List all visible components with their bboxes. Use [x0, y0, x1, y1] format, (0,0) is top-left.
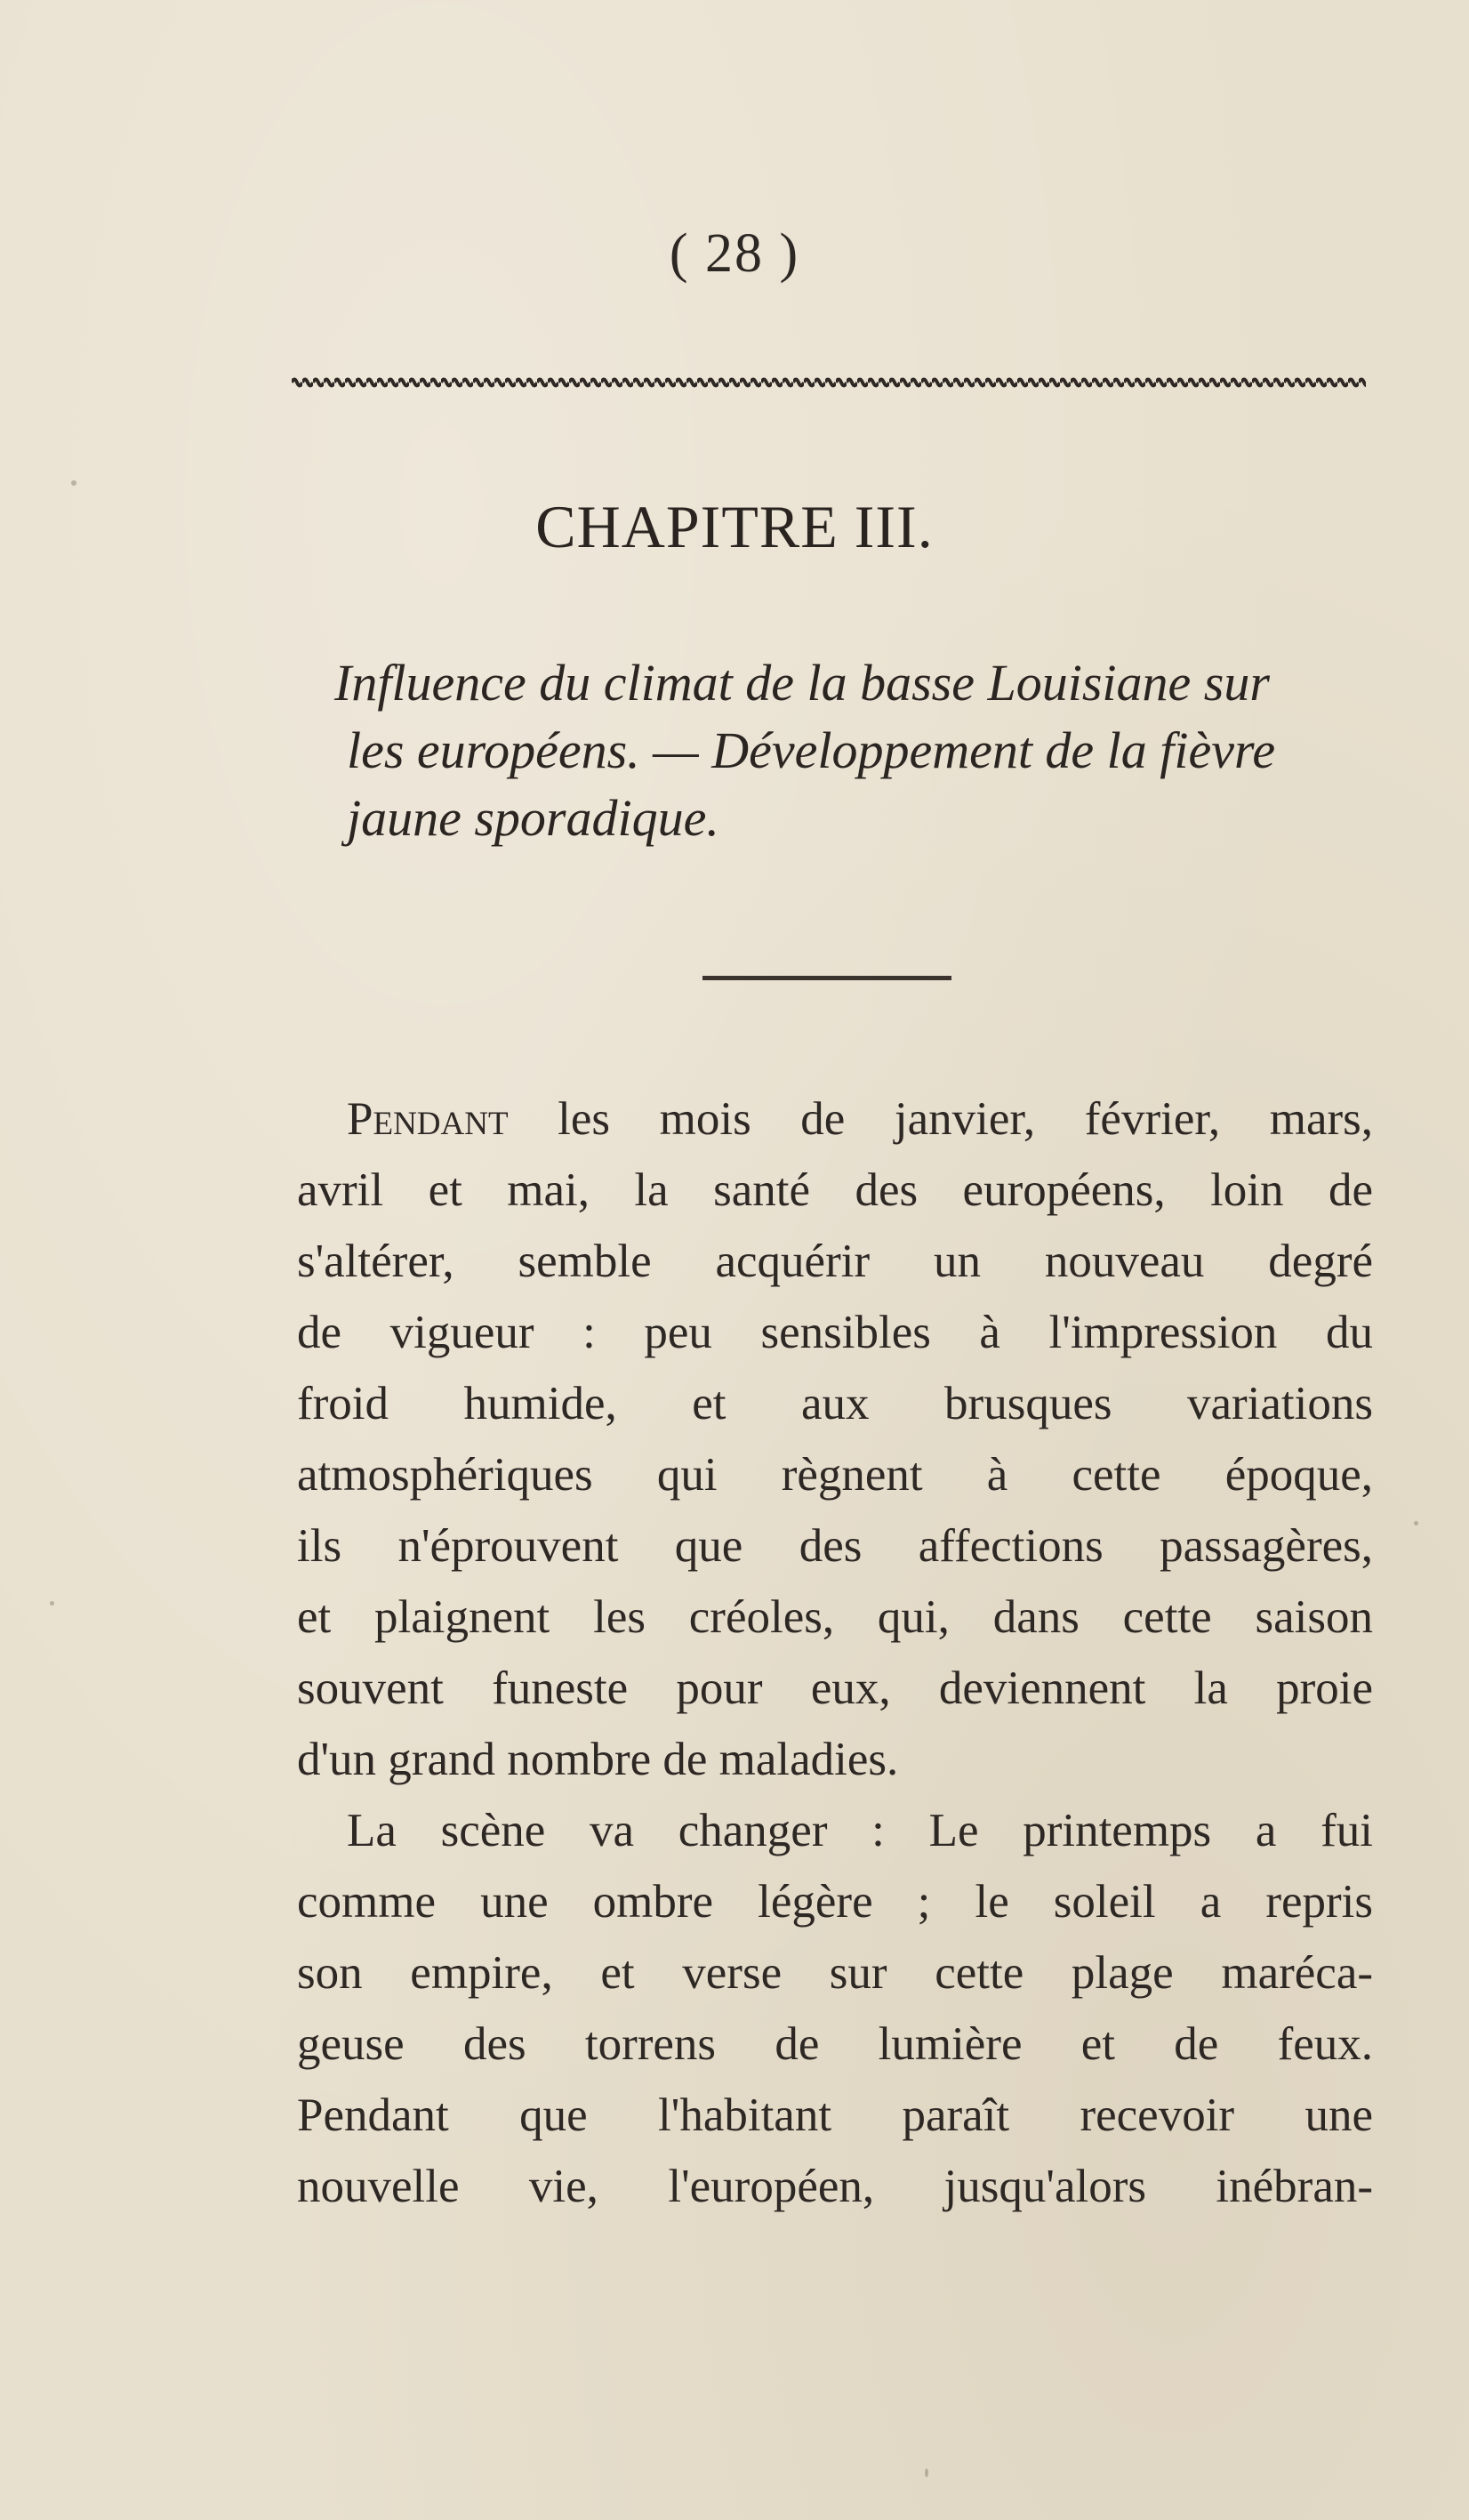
page-number: ( 28 )	[669, 223, 800, 284]
paper-speck	[50, 1601, 54, 1606]
paper-speck	[71, 480, 76, 486]
ornamental-rule	[292, 369, 1366, 396]
paragraph-line: ils n'éprouvent que des affections passagères,	[297, 1520, 1373, 1572]
paragraph-line: avril et mai, la santé des européens, loin de	[297, 1164, 1373, 1216]
paragraph-line: nouvelle vie, l'européen, jusqu'alors inébran-	[297, 2161, 1373, 2212]
paragraph-line: souvent funeste pour eux, deviennent la proie	[297, 1663, 1373, 1714]
section-divider	[702, 976, 951, 980]
paragraph-line: La scène va changer : Le printemps a fui	[347, 1805, 1373, 1856]
chapter-summary	[334, 649, 1375, 852]
paragraph-line: son empire, et verse sur cette plage maréca-	[297, 1947, 1373, 1999]
paragraph-line	[297, 1083, 1373, 1155]
summary-line: les européens. — Développement de la fièvre	[347, 721, 1276, 779]
paragraph-line: atmosphériques qui règnent à cette époque,	[297, 1449, 1373, 1501]
paragraph-line: Pendant que l'habitant paraît recevoir une	[297, 2089, 1373, 2141]
paragraph-line: et plaignent les créoles, qui, dans cette saison	[297, 1591, 1373, 1643]
dropcap-word: Pendant	[347, 1093, 509, 1145]
paragraph-line: de vigueur : peu sensibles à l'impression du	[297, 1307, 1373, 1358]
paragraph-line: froid humide, et aux brusques variations	[297, 1378, 1373, 1429]
paper-speck	[925, 2468, 928, 2477]
line-rest: les mois de janvier, février, mars,	[508, 1093, 1373, 1145]
paper-speck	[1414, 1521, 1418, 1526]
summary-line: Influence du climat de la basse Louisiane sur	[334, 654, 1270, 712]
summary-line: jaune sporadique.	[347, 789, 719, 847]
paragraph-line: comme une ombre légère ; le soleil a repris	[297, 1876, 1373, 1928]
paragraph-line: s'altérer, semble acquérir un nouveau degré	[297, 1236, 1373, 1287]
paragraph-line: geuse des torrens de lumière et de feux.	[297, 2018, 1373, 2070]
paragraph-line: d'un grand nombre de maladies.	[297, 1734, 899, 1785]
body-text	[297, 1083, 1373, 2222]
chapter-title: CHAPITRE III.	[535, 493, 934, 560]
